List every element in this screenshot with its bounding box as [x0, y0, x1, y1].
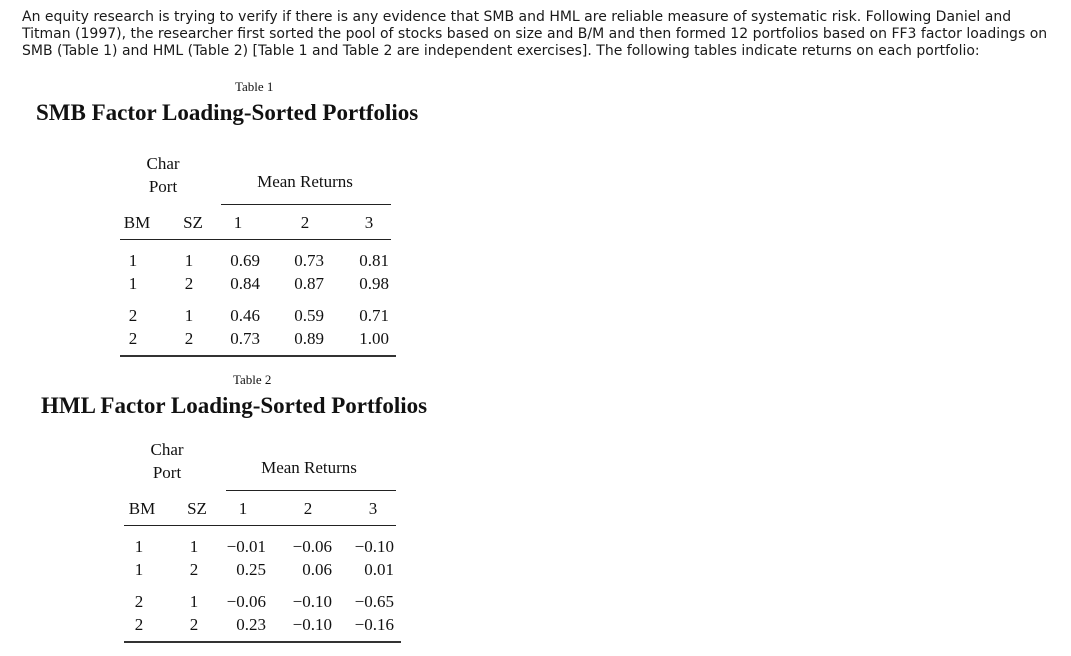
cell-return-2: 0.89: [294, 329, 324, 348]
cell-return-1: 0.23: [236, 615, 266, 634]
cell-bm: 1: [128, 274, 138, 293]
mean-returns-rule: [221, 204, 391, 205]
cell-bm: 1: [134, 537, 144, 556]
cell-return-1: 0.73: [230, 329, 260, 348]
cell-sz: 1: [189, 592, 199, 611]
header-col-3: 3: [368, 499, 378, 518]
intro-paragraph: An equity research is trying to verify if there is any evidence that SMB and HML are reliable measure of systematic risk. Following Daniel and Titman (1997), the researcher first sorted the pool of stocks based on size and B/M and then formed 12 portfolios based on FF3 factor loadings on SMB (Table 1) and HML (Table 2) [Table 1 and Table 2 are independent exercises]. The following tables indicate returns on each portfolio:: [22, 9, 1048, 59]
mean-returns-label: Mean Returns: [257, 172, 353, 191]
cell-sz: 2: [189, 615, 199, 634]
cell-return-3: 1.00: [359, 329, 389, 348]
cell-sz: 1: [189, 537, 199, 556]
port-label: Port: [152, 463, 182, 482]
cell-return-2: 0.06: [302, 560, 332, 579]
table-caption: Table 2: [233, 372, 272, 387]
cell-return-2: 0.59: [294, 306, 324, 325]
header-sz: SZ: [183, 213, 203, 232]
cell-return-2: 0.73: [294, 251, 324, 270]
cell-return-1: 0.25: [236, 560, 266, 579]
header-col-1: 1: [238, 499, 248, 518]
cell-return-1: −0.01: [226, 537, 266, 556]
cell-return-1: −0.06: [226, 592, 266, 611]
header-col-2: 2: [303, 499, 313, 518]
cell-bm: 2: [134, 615, 144, 634]
mean-returns-label: Mean Returns: [261, 458, 357, 477]
header-rule: [120, 239, 391, 240]
cell-sz: 2: [184, 329, 194, 348]
cell-return-2: −0.10: [292, 615, 332, 634]
cell-return-2: −0.10: [292, 592, 332, 611]
mean-returns-rule: [226, 490, 396, 491]
cell-return-3: −0.65: [354, 592, 394, 611]
header-col-1: 1: [233, 213, 243, 232]
char-label: Char: [146, 154, 180, 173]
header-col-2: 2: [300, 213, 310, 232]
cell-sz: 2: [184, 274, 194, 293]
port-label: Port: [148, 177, 178, 196]
cell-bm: 1: [134, 560, 144, 579]
cell-return-3: −0.10: [354, 537, 394, 556]
cell-return-1: 0.46: [230, 306, 260, 325]
cell-bm: 2: [128, 306, 138, 325]
cell-return-1: 0.84: [230, 274, 260, 293]
bottom-rule: [120, 355, 396, 357]
bottom-rule: [124, 641, 401, 643]
header-rule: [124, 525, 396, 526]
cell-return-1: 0.69: [230, 251, 260, 270]
header-sz: SZ: [187, 499, 207, 518]
table-title: SMB Factor Loading-Sorted Portfolios: [36, 100, 419, 125]
cell-sz: 2: [189, 560, 199, 579]
cell-bm: 2: [134, 592, 144, 611]
cell-bm: 2: [128, 329, 138, 348]
cell-return-3: 0.98: [359, 274, 389, 293]
cell-return-2: −0.06: [292, 537, 332, 556]
cell-bm: 1: [128, 251, 138, 270]
cell-sz: 1: [184, 251, 194, 270]
cell-return-3: 0.71: [359, 306, 389, 325]
header-col-3: 3: [364, 213, 374, 232]
table-caption: Table 1: [235, 79, 274, 94]
header-bm: BM: [123, 213, 151, 232]
cell-return-3: −0.16: [354, 615, 394, 634]
char-label: Char: [150, 440, 184, 459]
cell-return-3: 0.81: [359, 251, 389, 270]
header-bm: BM: [128, 499, 156, 518]
cell-sz: 1: [184, 306, 194, 325]
table-title: HML Factor Loading-Sorted Portfolios: [41, 393, 428, 418]
cell-return-2: 0.87: [294, 274, 324, 293]
cell-return-3: 0.01: [364, 560, 394, 579]
